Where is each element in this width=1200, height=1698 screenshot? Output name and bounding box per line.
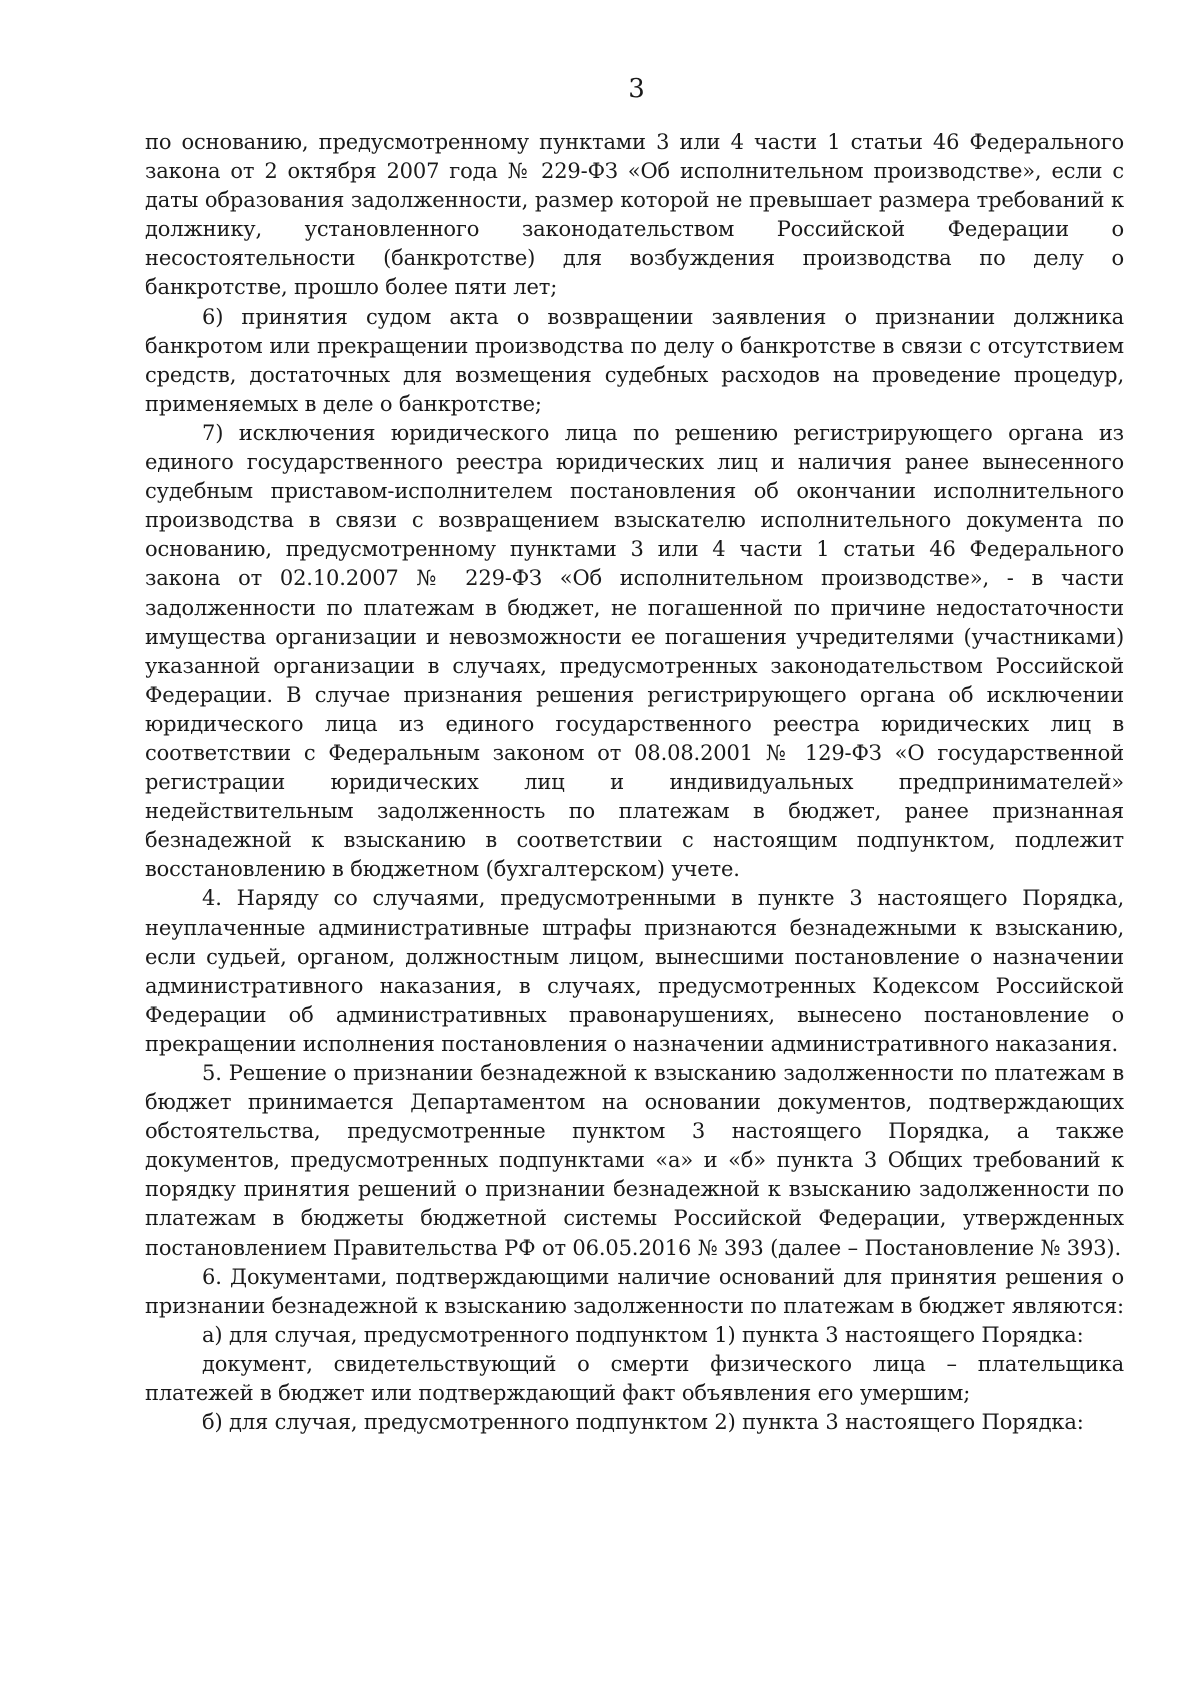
paragraph-section-4: 4. Наряду со случаями, предусмотренными в пункте 3 настоящего Порядка, неуплаченные административные штрафы признаются безнадежными к взысканию, если судьей, органом, должностным лицом, вынесшими постановление о назначении административного наказания, в случаях, предусмотренных Кодексом Российской Федерации об административных правонарушениях, вынесено постановление о прекращении исполнения постановления о назначении административного наказания. (145, 886, 1124, 1056)
paragraph-item-6: 6) принятия судом акта о возвращении заявления о признании должника банкротом или прекращении производства по делу о банкротстве в связи с отсутствием средств, достаточных для возмещения судебных расходов на проведение процедур, применяемых в деле о банкротстве; (145, 304, 1124, 416)
paragraph-item-7: 7) исключения юридического лица по решению регистрирующего органа из единого государственного реестра юридических лиц и наличия ранее вынесенного судебным приставом-исполнителем постановления об окончании исполнительного производства в связи с возвращением взыскателю исполнительного документа по основанию, предусмотренному пунктами 3 или 4 части 1 статьи 46 Федерального закона от 02.10.2007 № 229-ФЗ «Об исполнительном производстве», - в части задолженности по платежам в бюджет, не погашенной по причине недостаточности имущества организации и невозможности ее погашения учредителями (участниками) указанной организации в случаях, предусмотренных законодательством Российской Федерации. В случае признания решения регистрирующего органа об исключении юридического лица из единого государственного реестра юридических лиц в соответствии с Федеральным законом от 08.08.2001 № 129-ФЗ «О государственной регистрации юридических лиц и индивидуальных предпринимателей» недействительным задолженность по платежам в бюджет, ранее признанная безнадежной к взысканию в соответствии с настоящим подпунктом, подлежит восстановлению в бюджетном (бухгалтерском) учете. (145, 420, 1124, 882)
paragraph-subitem-a: а) для случая, предусмотренного подпунктом 1) пункта 3 настоящего Порядка: (202, 1322, 1084, 1347)
paragraph-section-6: 6. Документами, подтверждающими наличие оснований для принятия решения о признании безнадежной к взысканию задолженности по платежам в бюджет являются: (145, 1264, 1124, 1318)
page-number: 3 (628, 74, 645, 104)
document-body (145, 128, 1124, 1437)
paragraph-continuation: по основанию, предусмотренному пунктами 3 или 4 части 1 статьи 46 Федерального закона от 2 октября 2007 года № 229-ФЗ «Об исполнительном производстве», если с даты образования задолженности, размер которой не превышает размера требований к должнику, установленного законодательством Российской Федерации о несостоятельности (банкротстве) для возбуждения производства по делу о банкротстве, прошло более пяти лет; (145, 130, 1124, 300)
paragraph-subitem-a-document: документ, свидетельствующий о смерти физического лица – плательщика платежей в бюджет или подтверждающий факт объявления его умершим; (145, 1351, 1124, 1406)
paragraph-subitem-b: б) для случая, предусмотренного подпунктом 2) пункта 3 настоящего Порядка: (202, 1410, 1084, 1435)
paragraph-section-5: 5. Решение о признании безнадежной к взысканию задолженности по платежам в бюджет принимается Департаментом на основании документов, подтверждающих обстоятельства, предусмотренные пунктом 3 настоящего Порядка, а также документов, предусмотренных подпунктами «а» и «б» пункта 3 Общих требований к порядку принятия решений о признании безнадежной к взысканию задолженности по платежам в бюджеты бюджетной системы Российской Федерации, утвержденных постановлением Правительства РФ от 06.05.2016 № 393 (далее – Постановление № 393). (145, 1061, 1124, 1260)
